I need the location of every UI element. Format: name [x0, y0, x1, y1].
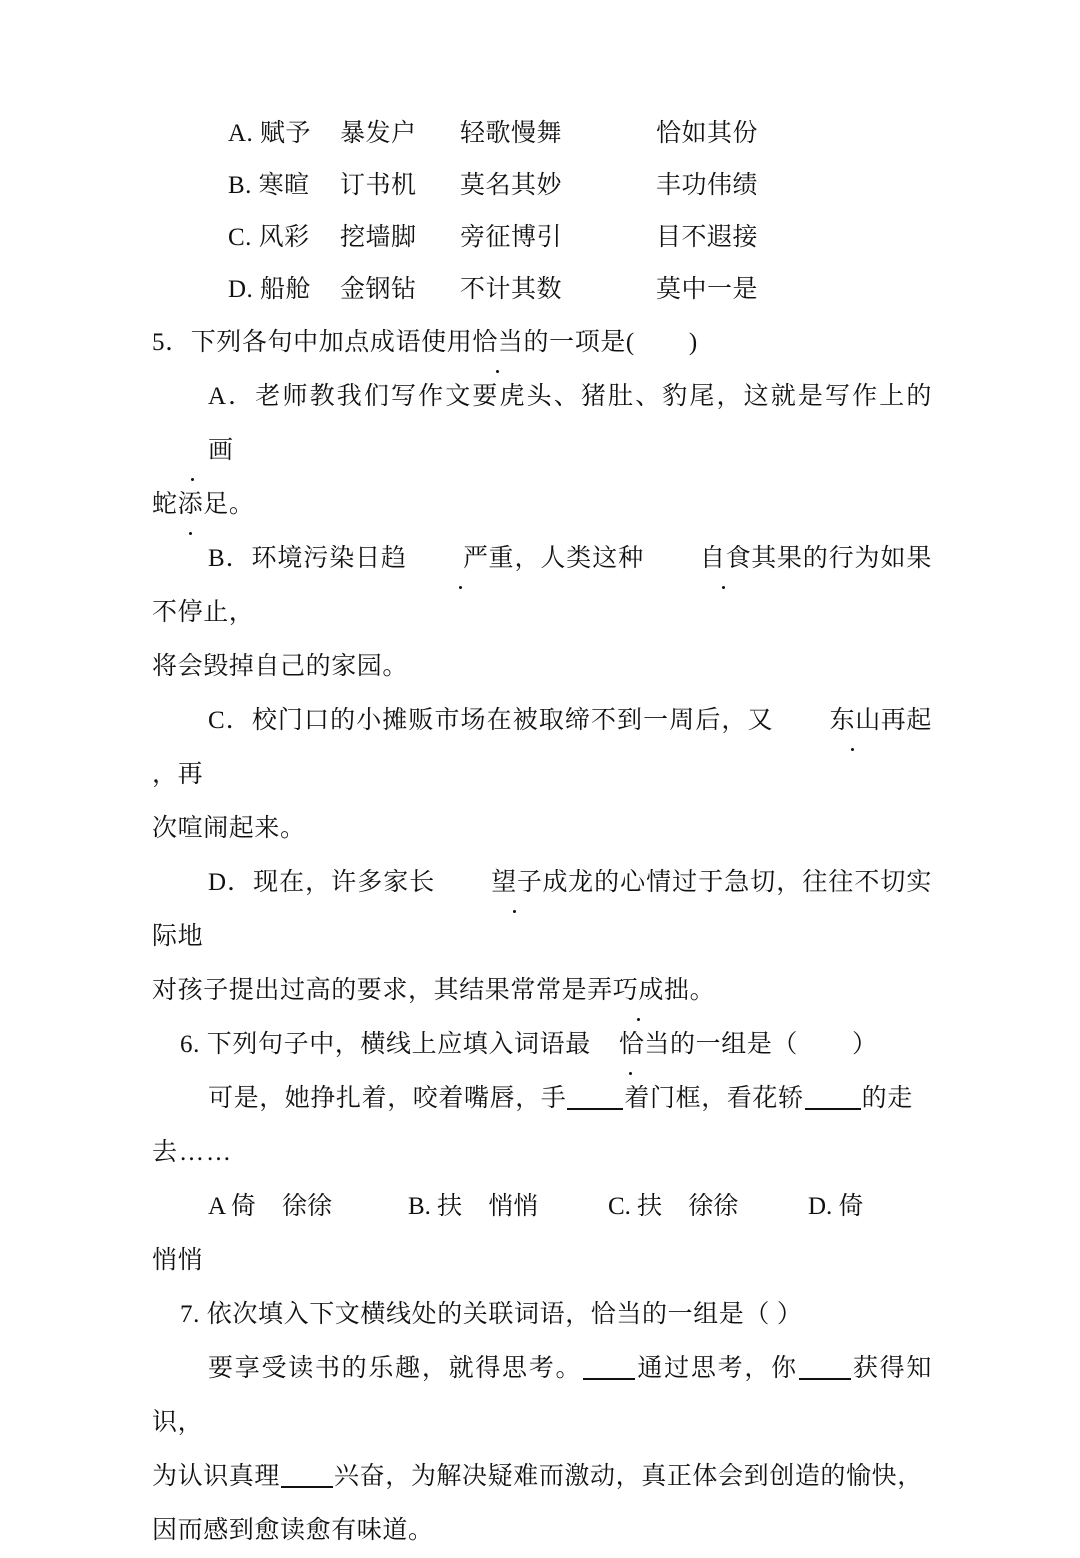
- option-col4: 莫中一是: [656, 276, 759, 303]
- q5-d-text-3: 对孩子提出过高的要求，其结果常常是: [152, 977, 588, 1004]
- q6-blank-1[interactable]: [567, 1108, 623, 1110]
- option-col2: 金钢钻: [340, 276, 417, 303]
- q7-passage-line1: [152, 1342, 932, 1450]
- option-row: [228, 264, 932, 316]
- q5-stem-part2: 的一项是(: [523, 329, 635, 356]
- q5-option-a-line1: [152, 370, 932, 478]
- option-col3: 莫名其妙: [460, 172, 563, 199]
- q5-a-text-end: 。: [228, 491, 255, 518]
- q7-passage-line3: 因而感到愈读愈有味道。: [152, 1517, 434, 1544]
- q5-b-dotted-1: 严重: [407, 532, 514, 586]
- document-body: [152, 108, 932, 1558]
- q6-text-2: 着门框，看花轿: [624, 1085, 804, 1112]
- option-row: [228, 108, 932, 160]
- option-row: [228, 160, 932, 212]
- q7-text-2: 通过思考，你: [636, 1355, 798, 1382]
- q5-c-dotted: 东山再起: [774, 694, 932, 748]
- q6-stem-part1: 6. 下列句子中，横线上应填入词语最: [180, 1031, 591, 1058]
- question-6-block: [152, 1018, 932, 1288]
- option-col3: 旁征博引: [460, 224, 563, 251]
- q5-c-text-2: ，再: [152, 761, 204, 788]
- question-7-stem: 7. 依次填入下文横线处的关联词语，恰当的一组是（ ）: [180, 1301, 803, 1328]
- option-col2: 订书机: [340, 172, 417, 199]
- q6-choice-d-wrap: 悄悄: [152, 1247, 204, 1274]
- q5-option-c-line2: 次喧闹起来。: [152, 815, 306, 842]
- option-col4: 恰如其份: [656, 120, 759, 147]
- question-5-block: [152, 316, 932, 1018]
- q6-text-1: 可是，她挣扎着，咬着嘴唇，手: [208, 1085, 567, 1112]
- q5-b-text-1: B．环境污染日趋: [208, 545, 407, 572]
- option-label: A. 赋予: [228, 120, 312, 147]
- q5-option-c-line1: [152, 694, 932, 802]
- q6-choice-c-key: C. 扶: [608, 1193, 663, 1220]
- option-col2: 挖墙脚: [340, 224, 417, 251]
- q5-option-d-line1: [152, 856, 932, 964]
- q5-stem-dotted: 恰当: [472, 316, 523, 370]
- option-col3: 不计其数: [460, 276, 563, 303]
- q7-blank-3[interactable]: [281, 1486, 333, 1488]
- option-label: D. 船舱: [228, 276, 312, 303]
- q5-a-dotted-2: 蛇添足: [152, 478, 229, 532]
- q5-option-b-line2: 将会毁掉自己的家园。: [152, 653, 409, 680]
- option-label: B. 寒暄: [228, 172, 310, 199]
- q6-blank-2[interactable]: [805, 1108, 861, 1110]
- q6-choice-b-val: 悄悄: [488, 1193, 539, 1220]
- q5-d-text-1: D．现在，许多家长: [208, 869, 436, 896]
- q7-text-5: 兴奋，为解决疑难而激动，真正体会到创造的愉快，: [334, 1463, 923, 1490]
- q7-blank-1[interactable]: [583, 1378, 635, 1380]
- q5-option-d-line2: [152, 964, 932, 1018]
- q6-choice-b-key: B. 扶: [408, 1193, 463, 1220]
- question-6-stem: [152, 1018, 932, 1072]
- q7-text-1: 要享受读书的乐趣，就得思考。: [208, 1355, 583, 1382]
- q5-a-text: A．老师教我们写作文要虎头、猪肚、豹尾，这就是写作上的: [208, 383, 932, 410]
- q7-text-3: 获得知识，: [152, 1355, 932, 1436]
- q6-stem-dotted: 恰当: [591, 1018, 670, 1072]
- q7-text-4: 为认识真理: [152, 1463, 281, 1490]
- option-col4: 目不遐接: [656, 224, 759, 251]
- q6-choice-d-key: D. 倚: [808, 1193, 864, 1220]
- q6-choice-a-val: 徐徐: [281, 1193, 332, 1220]
- q7-blank-2[interactable]: [799, 1378, 851, 1380]
- q5-option-b-line1: [152, 532, 932, 640]
- q6-passage-line1: [152, 1072, 932, 1126]
- q6-choices-row: [208, 1180, 932, 1234]
- q5-b-dotted-2: 自食其果: [644, 532, 802, 586]
- option-label: C. 风彩: [228, 224, 310, 251]
- question-5-stem: [152, 316, 932, 370]
- q5-option-a-line2: [152, 478, 932, 532]
- q6-choice-b: [408, 1180, 608, 1234]
- q6-choice-a-key: A 倚: [208, 1193, 256, 1220]
- q6-stem-part2: 的一组是（: [670, 1031, 799, 1058]
- q5-c-text-1: C．校门口的小摊贩市场在被取缔不到一周后，又: [208, 707, 774, 734]
- q6-text-3: 的走: [861, 1085, 913, 1112]
- question-7-block: [152, 1288, 932, 1558]
- q5-d-text-4: 。: [689, 977, 716, 1004]
- q5-b-text-3: 的行为如果不停止，: [152, 545, 932, 626]
- q5-a-dotted-1: 画: [152, 424, 234, 478]
- q4-options-block: [152, 108, 932, 316]
- q5-stem-part1: 5．下列各句中加点成语使用: [152, 329, 473, 356]
- q5-d-dotted-2: 弄巧成拙: [587, 964, 689, 1018]
- q6-stem-part3: ）: [852, 1031, 878, 1058]
- q6-choice-d: [808, 1180, 1008, 1234]
- q6-passage-line2: 去……: [152, 1139, 234, 1166]
- q5-stem-part3: ): [688, 329, 698, 356]
- option-col3: 轻歌慢舞: [460, 120, 563, 147]
- q6-choice-a: [208, 1180, 408, 1234]
- q6-choice-c-val: 徐徐: [688, 1193, 739, 1220]
- option-row: [228, 212, 932, 264]
- q5-b-text-2: ，人类这种: [514, 545, 645, 572]
- q5-d-text-2: 的心情过于急切，往往不切实际地: [152, 869, 932, 950]
- q5-d-dotted-1: 望子成龙: [435, 856, 593, 910]
- option-col2: 暴发户: [340, 120, 417, 147]
- q7-passage-line2: [152, 1450, 932, 1504]
- q6-choice-c: [608, 1180, 808, 1234]
- option-col4: 丰功伟绩: [656, 172, 759, 199]
